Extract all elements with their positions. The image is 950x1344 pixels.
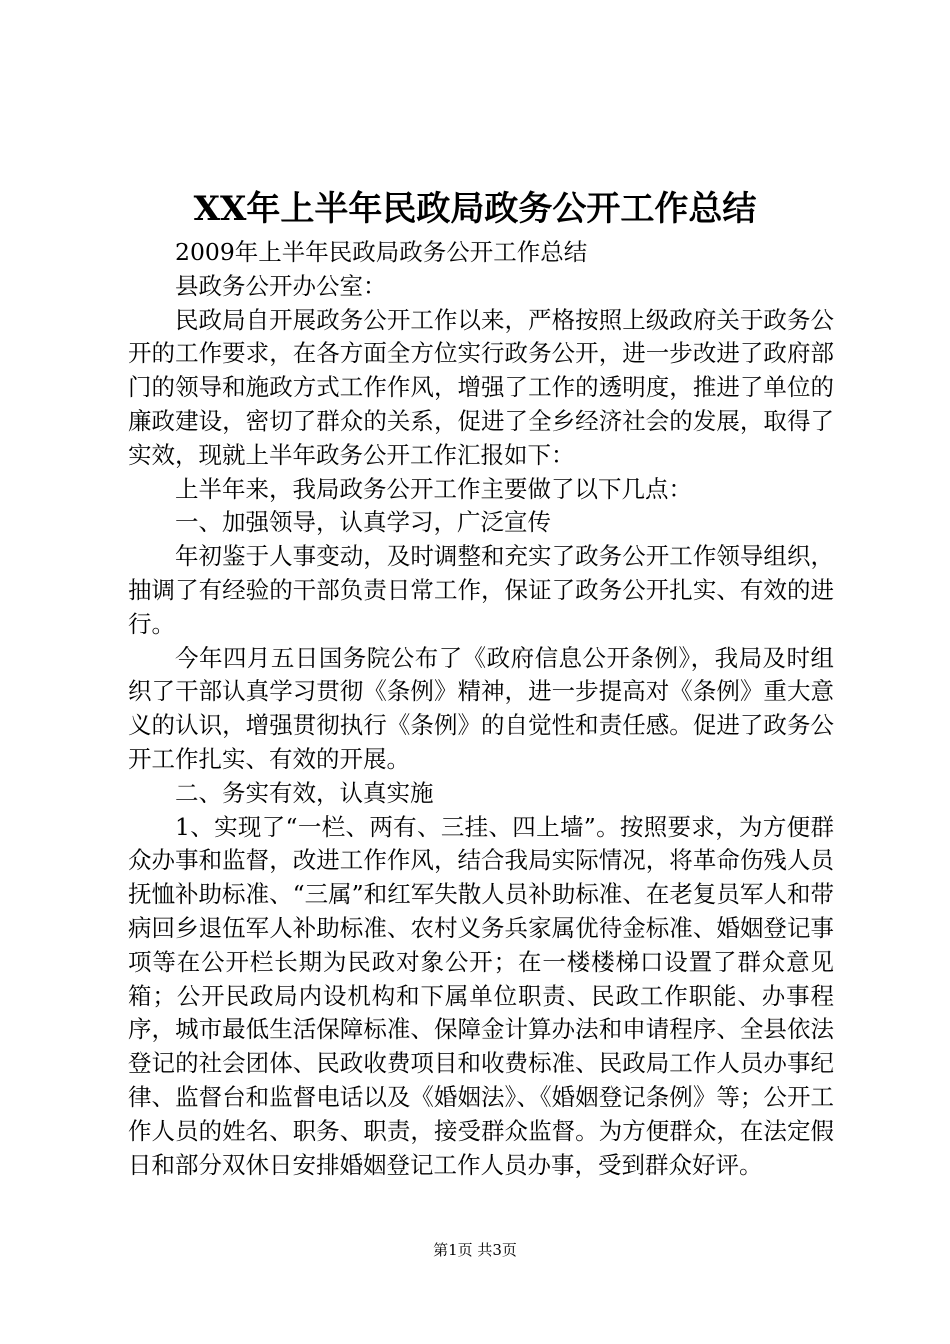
paragraph-subtitle: 2009年上半年民政局政务公开工作总结 — [175, 238, 588, 266]
document-body — [128, 236, 834, 1182]
paragraph-intro: 民政局自开展政务公开工作以来，严格按照上级政府关于政务公开的工作要求，在各方面全方位实行政务公开，进一步改进了政府部门的领导和施政方式工作作风，增强了工作的透明度，推进了单位的廉政建设，密切了群众的关系，促进了全乡经济社会的发展，取得了实效，现就上半年政务公开工作汇报如下： — [128, 305, 834, 469]
paragraph-body: 1、实现了“一栏、两有、三挂、四上墙”。按照要求，为方便群众办事和监督，改进工作作风，结合我局实际情况，将革命伤残人员抚恤补助标准、“三属”和红军失散人员补助标准、在老复员军人和带病回乡退伍军人补助标准、农村义务兵家属优待金标准、婚姻登记事项等在公开栏长期为民政对象公开；在一楼楼梯口设置了群众意见箱；公开民政局内设机构和下属单位职责、民政工作职能、办事程序，城市最低生活保障标准、保障金计算办法和申请程序、全县依法登记的社会团体、民政收费项目和收费标准、民政局工作人员办事纪律、监督台和监督电话以及《婚姻法》、《婚姻登记条例》等；公开工作人员的姓名、职务、职责，接受群众监督。为方便群众，在法定假日和部分双休日安排婚姻登记工作人员办事，受到群众好评。 — [128, 812, 834, 1179]
section-heading-1: 一、加强领导，认真学习，广泛宣传 — [175, 508, 551, 537]
paragraph-addressee: 县政务公开办公室： — [175, 271, 387, 300]
section-heading-2: 二、务实有效，认真实施 — [175, 778, 434, 807]
paragraph-summary-lead: 上半年来，我局政务公开工作主要做了以下几点： — [175, 474, 692, 503]
paragraph-body: 今年四月五日国务院公布了《政府信息公开条例》，我局及时组织了干部认真学习贯彻《条例》精神，进一步提高对《条例》重大意义的认识，增强贯彻执行《条例》的自觉性和责任感。促进了政务公开工作扎实、有效的开展。 — [128, 643, 834, 773]
paragraph-body: 年初鉴于人事变动，及时调整和充实了政务公开工作领导组织，抽调了有经验的干部负责日常工作，保证了政务公开扎实、有效的进行。 — [128, 542, 834, 638]
page-footer: 第1页 共3页 — [433, 1241, 517, 1259]
document-title: XX年上半年民政局政务公开工作总结 — [193, 189, 757, 229]
